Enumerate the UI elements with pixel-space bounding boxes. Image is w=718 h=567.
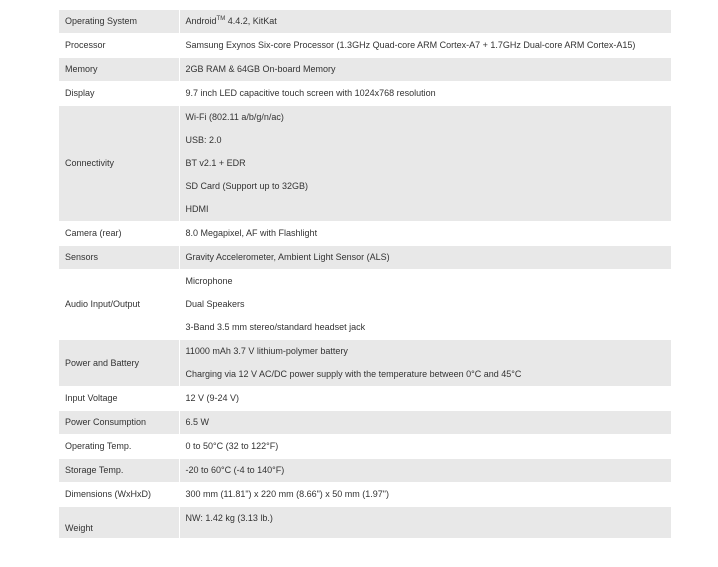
- input-voltage-label: Input Voltage: [65, 393, 118, 403]
- spec-row-connectivity: [59, 106, 671, 222]
- spec-label: [59, 387, 179, 411]
- spec-value: [179, 459, 671, 483]
- spec-row-camera: [59, 222, 671, 246]
- spec-value: [179, 411, 671, 435]
- processor-label: Processor: [65, 40, 106, 50]
- spec-row-memory: [59, 58, 671, 82]
- spec-label: [59, 106, 179, 222]
- audio-label: Audio Input/Output: [65, 299, 141, 309]
- spec-value: [179, 483, 671, 507]
- spec-label: [59, 435, 179, 459]
- spec-row-dimensions: [59, 483, 671, 507]
- weight-label: Weight: [65, 523, 93, 533]
- connectivity-hdmi: HDMI: [185, 204, 209, 214]
- spec-value: [179, 106, 671, 222]
- storage-temp-value: -20 to 60°C (-4 to 140°F): [185, 465, 285, 475]
- os-value-name: Android: [185, 16, 217, 26]
- spec-value: [179, 34, 671, 58]
- spec-label: [59, 222, 179, 246]
- spec-value: [179, 270, 671, 340]
- processor-value: Samsung Exynos Six-core Processor (1.3GHz Quad-core ARM Cortex-A7 + 1.7GHz Dual-core ARM Cortex-A15): [185, 40, 636, 50]
- display-label: Display: [65, 88, 95, 98]
- spec-row-power: [59, 340, 671, 387]
- spec-label: [59, 507, 179, 539]
- spec-row-display: [59, 82, 671, 106]
- spec-row-processor: [59, 34, 671, 58]
- spec-row-input-voltage: [59, 387, 671, 411]
- spec-value: [179, 82, 671, 106]
- spec-row-operating-temp: [59, 435, 671, 459]
- audio-microphone: Microphone: [185, 276, 233, 286]
- connectivity-label: Connectivity: [65, 158, 115, 168]
- weight-value: NW: 1.42 kg (3.13 lb.): [185, 513, 273, 523]
- spec-label: [59, 270, 179, 340]
- os-value-version: 4.4.2, KitKat: [225, 16, 277, 26]
- spec-value: [179, 507, 671, 539]
- spec-value: [179, 222, 671, 246]
- spec-value: [179, 435, 671, 459]
- power-battery: 11000 mAh 3.7 V lithium-polymer battery: [185, 346, 348, 356]
- spec-label: [59, 459, 179, 483]
- sensors-label: Sensors: [65, 252, 99, 262]
- sensors-value: Gravity Accelerometer, Ambient Light Sensor (ALS): [185, 252, 390, 262]
- spec-label: [59, 411, 179, 435]
- spec-row-power-consumption: [59, 411, 671, 435]
- spec-row-sensors: [59, 246, 671, 270]
- power-label: Power and Battery: [65, 357, 140, 368]
- os-label: Operating System: [65, 16, 138, 26]
- memory-label: Memory: [65, 64, 98, 74]
- spec-label: [59, 34, 179, 58]
- spec-value: [179, 387, 671, 411]
- audio-speakers: Dual Speakers: [185, 299, 245, 309]
- spec-value: [179, 10, 671, 34]
- spec-label: [59, 58, 179, 82]
- operating-temp-label: Operating Temp.: [65, 441, 132, 451]
- spec-row-audio: [59, 270, 671, 340]
- spec-label: [59, 340, 179, 387]
- memory-value: 2GB RAM & 64GB On-board Memory: [185, 64, 336, 74]
- connectivity-bluetooth: BT v2.1 + EDR: [185, 158, 246, 168]
- connectivity-sd-card: SD Card (Support up to 32GB): [185, 181, 309, 191]
- dimensions-label: Dimensions (WxHxD): [65, 489, 152, 499]
- spec-row-os: [59, 10, 671, 34]
- input-voltage-value: 12 V (9-24 V): [185, 393, 240, 403]
- camera-value: 8.0 Megapixel, AF with Flashlight: [185, 228, 318, 238]
- power-consumption-label: Power Consumption: [65, 417, 147, 427]
- audio-headset-jack: 3-Band 3.5 mm stereo/standard headset jack: [185, 322, 366, 332]
- spec-label: [59, 10, 179, 34]
- spec-label: [59, 246, 179, 270]
- dimensions-value: 300 mm (11.81") x 220 mm (8.66") x 50 mm (1.97"): [185, 489, 389, 499]
- os-value: [186, 10, 672, 33]
- display-value: 9.7 inch LED capacitive touch screen with 1024x768 resolution: [185, 88, 436, 98]
- spec-table: [59, 10, 671, 539]
- spec-value: [179, 246, 671, 270]
- connectivity-wifi: Wi-Fi (802.11 a/b/g/n/ac): [185, 112, 284, 122]
- spec-label: [59, 82, 179, 106]
- power-consumption-value: 6.5 W: [185, 417, 210, 427]
- spec-row-storage-temp: [59, 459, 671, 483]
- operating-temp-value: 0 to 50°C (32 to 122°F): [185, 441, 279, 451]
- spec-value: [179, 58, 671, 82]
- spec-value: [179, 340, 671, 387]
- power-charging: Charging via 12 V AC/DC power supply with the temperature between 0°C and 45°C: [185, 369, 522, 379]
- spec-label: [59, 483, 179, 507]
- spec-row-weight: [59, 507, 671, 539]
- trademark-mark: TM: [216, 16, 226, 22]
- connectivity-usb: USB: 2.0: [185, 135, 222, 145]
- camera-label: Camera (rear): [65, 228, 122, 238]
- storage-temp-label: Storage Temp.: [65, 465, 124, 475]
